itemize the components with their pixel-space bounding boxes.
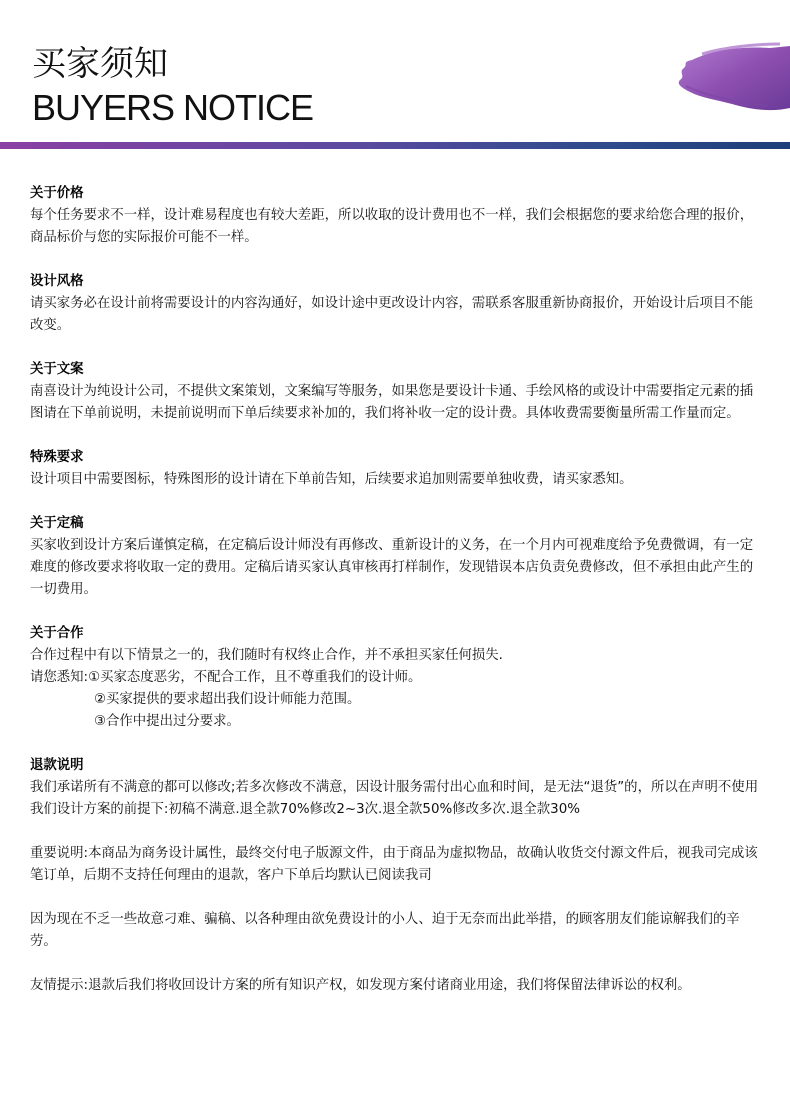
section-title: 设计风格 [30, 274, 84, 289]
section-title: 关于定稿 [30, 516, 84, 531]
section-title: 特殊要求 [30, 450, 84, 465]
section-title: 关于合作 [30, 626, 84, 641]
section-text: 每个任务要求不一样，设计难易程度也有较大差距，所以收取的设计费用也不一样，我们会根据您的要求给您合理的报价，商品标价与您的实际报价可能不一样。 [30, 208, 754, 245]
page-title-english: BUYERS NOTICE [32, 87, 314, 128]
disclaimer-note: 因为现在不乏一些故意刁难、骗稿、以各种理由欲免费设计的小人、迫于无奈而出此举措，的顾客朋友们能谅解我们的辛劳。 [30, 912, 740, 949]
section-text: 设计项目中需要图标，特殊图形的设计请在下单前告知，后续要求追加则需要单独收费，请买家悉知。 [30, 472, 633, 487]
section-text: 合作过程中有以下情景之一的，我们随时有权终止合作，并不承担买家任何损失. [30, 648, 503, 663]
section-text: 我们承诺所有不满意的都可以修改;若多次修改不满意，因设计服务需付出心血和时间，是无法“退货”的，所以在声明不使用我们设计方案的前提下:初稿不满意.退全款70%修改2~3次.退全款50%修改多次.退全款30% [30, 780, 759, 817]
page-title-chinese: 买家须知 [32, 44, 168, 84]
section-title: 退款说明 [30, 758, 84, 773]
header-divider [0, 142, 790, 149]
notice-content [30, 183, 760, 1019]
important-note: 重要说明:本商品为商务设计属性，最终交付电子版源文件，由于商品为虚拟物品，故确认收货交付源文件后，视我司完成该笔订单，后期不支持任何理由的退款，客户下单后均默认已阅读我司 [30, 846, 758, 883]
section-special-requests [30, 447, 760, 491]
section-cooperation [30, 623, 760, 733]
list-item: ③合作中提出过分要求。 [94, 714, 240, 729]
section-text: 买家收到设计方案后谨慎定稿，在定稿后设计师没有再修改、重新设计的义务，在一个月内可视难度给予免费微调，有一定难度的修改要求将收取一定的费用。定稿后请买家认真审核再打样制作，发现错误本店负责免费修改，但不承担由此产生的一切费用。 [30, 538, 754, 597]
section-refund [30, 755, 760, 821]
section-title: 关于文案 [30, 362, 84, 377]
list-item: ②买家提供的要求超出我们设计师能力范围。 [94, 692, 361, 707]
section-finalization [30, 513, 760, 601]
section-title: 关于价格 [30, 186, 84, 201]
friendly-reminder: 友情提示:退款后我们将收回设计方案的所有知识产权，如发现方案付诸商业用途，我们将保留法律诉讼的权利。 [30, 978, 691, 993]
page-header [0, 0, 790, 160]
section-copywriting [30, 359, 760, 425]
section-text: 南喜设计为纯设计公司，不提供文案策划，文案编写等服务，如果您是要设计卡通、手绘风格的或设计中需要指定元素的插图请在下单前说明，未提前说明而下单后续要求补加的，我们将补收一定的设计费。具体收费需要衡量所需工作量而定。 [30, 384, 754, 421]
brush-stroke-decoration [672, 42, 790, 114]
section-style [30, 271, 760, 337]
section-price [30, 183, 760, 249]
section-text: 请买家务必在设计前将需要设计的内容沟通好，如设计途中更改设计内容，需联系客服重新协商报价，开始设计后项目不能改变。 [30, 296, 754, 333]
list-item: 请您悉知:①买家态度恶劣，不配合工作，且不尊重我们的设计师。 [30, 670, 422, 685]
